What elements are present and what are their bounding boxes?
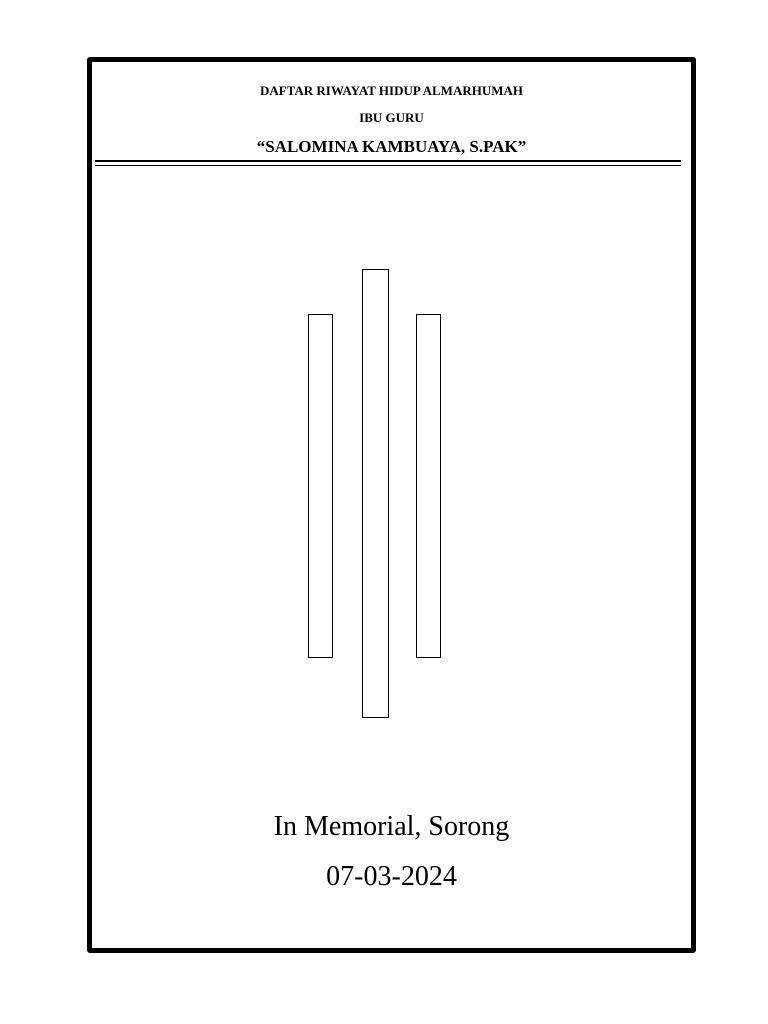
decorative-bar-right [416,314,441,658]
decorative-bar-left [308,314,333,658]
memorial-date: 07-03-2024 [326,861,457,892]
document-frame [87,57,696,953]
header-title: DAFTAR RIWAYAT HIDUP ALMARHUMAH [259,83,524,98]
decorative-bar-center [362,269,389,718]
header-divider-thin [95,165,681,166]
header-name: “SALOMINA KAMBUAYA, S.PAK” [256,137,527,156]
header-divider-thick [95,160,681,162]
memorial-text: In Memorial, Sorong [273,811,510,842]
header-subtitle: IBU GURU [359,110,424,125]
